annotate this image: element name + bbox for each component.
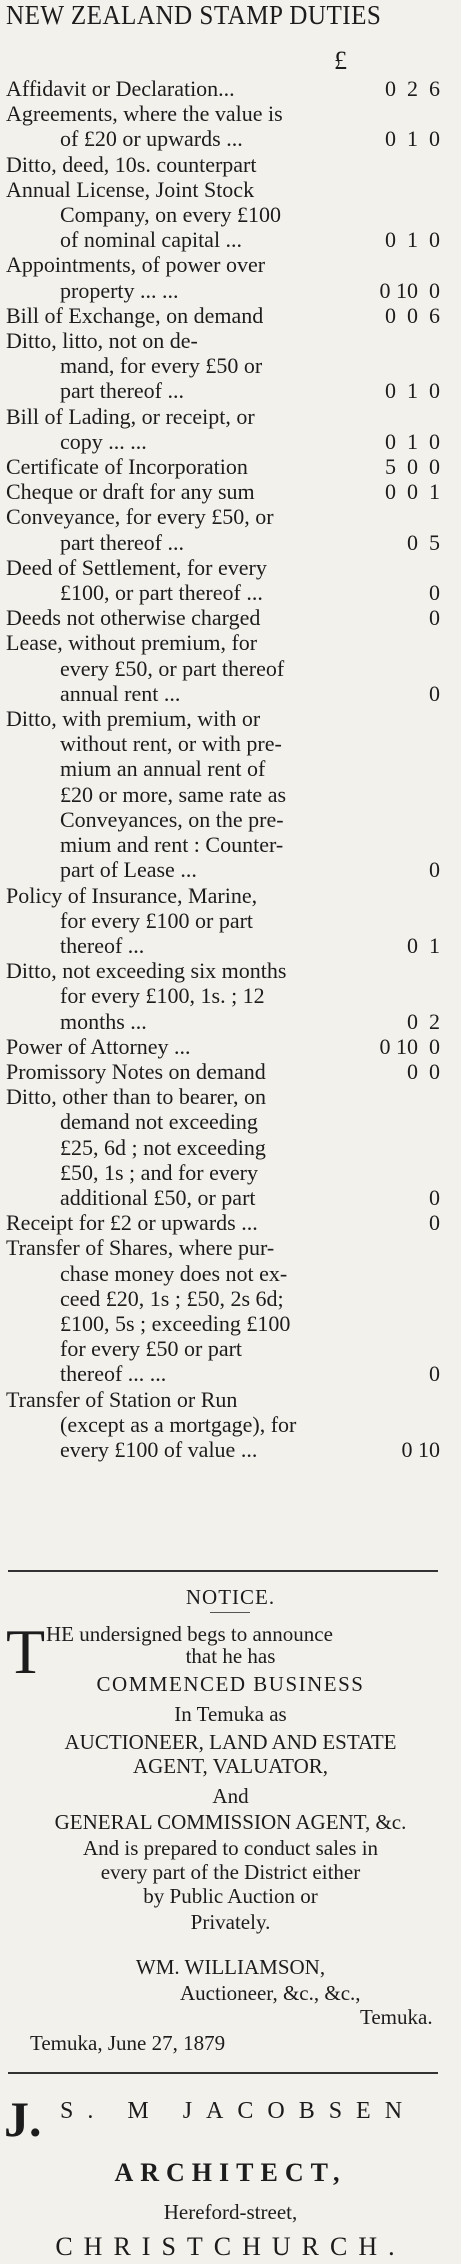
duty-entry-text: every £50, or part thereof (60, 655, 285, 681)
duty-amount: 0 0 1 (385, 479, 440, 505)
duty-entry (6, 328, 440, 404)
duty-amount: 0 (429, 680, 440, 706)
notice-line: every part of the District either (100, 1860, 361, 1884)
duty-amount: 0 0 (407, 1058, 440, 1084)
duty-entry-text: Policy of Insurance, Marine, (6, 882, 258, 908)
duty-entry-text: mand, for every £50 or (60, 353, 263, 379)
duty-entry-text: Ditto, other than to bearer, on (6, 1084, 266, 1110)
divider (8, 2072, 438, 2074)
duty-entry-text: for every £50 or part (60, 1336, 243, 1362)
duty-entry-text: Certificate of Incorporation (6, 454, 248, 480)
duty-entry-text: part thereof ... (60, 529, 184, 555)
architect-name: S. M JACOBSEN (60, 2098, 417, 2124)
duty-entry (6, 958, 440, 1034)
duty-entry-text: Appointments, of power over (6, 252, 266, 278)
duty-entry-text: Bill of Lading, or receipt, or (6, 403, 255, 429)
duty-amount: 5 0 0 (385, 454, 440, 480)
duty-entry (6, 152, 440, 177)
duty-amount: 0 5 (407, 529, 440, 555)
notice-line: by Public Auction or (143, 1884, 318, 1908)
duty-table (6, 76, 440, 1462)
duty-entry-text: Company, on every £100 (60, 202, 281, 228)
notice-line: Privately. (190, 1910, 271, 1934)
duty-entry-text: Ditto, not exceeding six months (6, 958, 287, 984)
duty-entry-text: without rent, or with pre- (60, 731, 282, 757)
duty-entry-text: Conveyance, for every £50, or (6, 504, 274, 530)
duty-entry-text: Power of Attorney ... (6, 1033, 191, 1059)
duty-entry-text: £100, or part thereof ... (60, 580, 263, 606)
duty-entry (6, 252, 440, 302)
duty-entry-text: £25, 6d ; not exceeding (60, 1134, 266, 1160)
duty-amount: 0 1 0 (385, 428, 440, 454)
notice-line: that he has (185, 1644, 276, 1668)
duty-entry-text: for every £100, 1s. ; 12 (60, 983, 265, 1009)
currency-header: £ (334, 46, 347, 75)
duty-amount: 0 0 6 (385, 302, 440, 328)
duty-entry-text: £50, 1s ; and for every (60, 1159, 258, 1185)
duty-entry-text: property ... ... (60, 277, 179, 303)
notice-signature: WM. WILLIAMSON, (135, 1955, 326, 1979)
stamp-duties-title: NEW ZEALAND STAMP DUTIES (6, 0, 382, 30)
duty-amount: 0 2 6 (385, 76, 440, 101)
notice-line: HE undersigned begs to announce (46, 1622, 333, 1646)
duty-entry-text: Affidavit or Declaration... (6, 76, 235, 101)
duty-entry-text: Deed of Settlement, for every (6, 554, 267, 580)
notice-role: Auctioneer, &c., &c., (180, 1981, 361, 2005)
duty-entry-text: Receipt for £2 or upwards ... (6, 1210, 258, 1236)
duty-amount: 0 1 0 (385, 126, 440, 152)
duty-entry (6, 479, 440, 504)
notice-line: In Temuka as (174, 1702, 287, 1726)
duty-entry-text: of £20 or upwards ... (60, 126, 243, 152)
notice-line: AGENT, VALUATOR, (132, 1754, 329, 1778)
duty-amount: 0 (429, 580, 440, 606)
duty-amount: 0 1 (407, 932, 440, 958)
duty-entry-text: Deeds not otherwise charged (6, 605, 261, 631)
duty-amount: 0 1 0 (385, 227, 440, 253)
duty-entry-text: chase money does not ex- (60, 1260, 288, 1286)
architect-title: ARCHITECT, (114, 2158, 347, 2187)
duty-entry-text: thereof ... (60, 932, 145, 958)
duty-entry (6, 1084, 440, 1210)
notice-dropcap: T (6, 1616, 46, 1687)
notice-place: Temuka. (360, 2005, 433, 2029)
notice-dateline: Temuka, June 27, 1879 (30, 2031, 226, 2055)
duty-entry (6, 303, 440, 328)
duty-entry (6, 101, 440, 151)
duty-entry (6, 504, 440, 554)
architect-street: Hereford-street, (163, 2200, 298, 2224)
duty-entry-text: Cheque or draft for any sum (6, 479, 255, 505)
duty-entry-text: ceed £20, 1s ; £50, 2s 6d; (60, 1285, 284, 1311)
duty-amount: 0 (429, 1210, 440, 1236)
duty-entry-text: part thereof ... (60, 378, 184, 404)
duty-entry-text: Promissory Notes on demand (6, 1058, 266, 1084)
duty-amount: 0 (429, 857, 440, 883)
duty-entry-text: mium an annual rent of (60, 756, 266, 782)
duty-entry (6, 1387, 440, 1463)
duty-entry-text: every £100 of value ... (60, 1436, 258, 1462)
duty-entry-text: Annual License, Joint Stock (6, 176, 255, 202)
notice-line: AUCTIONEER, LAND AND ESTATE (64, 1730, 397, 1754)
duty-entry-text: of nominal capital ... (60, 227, 243, 253)
duty-entry (6, 706, 440, 882)
duty-entry (6, 1059, 440, 1084)
duty-amount: 0 (429, 605, 440, 631)
duty-amount: 0 (429, 1361, 440, 1387)
duty-entry (6, 404, 440, 454)
duty-entry (6, 1235, 440, 1386)
notice-line: And (212, 1784, 249, 1808)
duty-entry-text: copy ... ... (60, 428, 147, 454)
duty-entry-text: Transfer of Shares, where pur- (6, 1235, 275, 1261)
duty-entry-text: Conveyances, on the pre- (60, 806, 284, 832)
duty-amount: 0 10 0 (379, 277, 440, 303)
duty-entry-text: Agreements, where the value is (6, 101, 283, 127)
duty-entry-text: (except as a mortgage), for (60, 1411, 297, 1437)
duty-amount: 0 (429, 1184, 440, 1210)
architect-city: CHRISTCHURCH. (55, 2232, 406, 2261)
duty-entry (6, 555, 440, 605)
duty-entry-text: Ditto, deed, 10s. counterpart (6, 151, 257, 177)
duty-entry-text: £100, 5s ; exceeding £100 (60, 1310, 291, 1336)
duty-entry-text: for every £100 or part (60, 907, 254, 933)
duty-entry-text: £20 or more, same rate as (60, 781, 287, 807)
duty-entry (6, 630, 440, 706)
duty-entry (6, 454, 440, 479)
duty-amount: 0 2 (407, 1008, 440, 1034)
duty-entry-text: thereof ... ... (60, 1361, 167, 1387)
duty-amount: 0 1 0 (385, 378, 440, 404)
duty-entry (6, 883, 440, 959)
notice-title: NOTICE. (185, 1585, 276, 1609)
duty-entry (6, 1034, 440, 1059)
duty-entry (6, 177, 440, 253)
notice-line: And is prepared to conduct sales in (82, 1836, 379, 1860)
notice-line: COMMENCED BUSINESS (96, 1672, 365, 1696)
duty-entry-text: mium and rent : Counter- (60, 832, 284, 858)
duty-entry-text: part of Lease ... (60, 857, 197, 883)
duty-entry-text: Bill of Exchange, on demand (6, 302, 264, 328)
duty-entry (6, 605, 440, 630)
duty-entry-text: Ditto, litto, not on de- (6, 328, 198, 354)
duty-entry (6, 1210, 440, 1235)
duty-entry-text: demand not exceeding (60, 1109, 258, 1135)
architect-initial: J. (4, 2091, 42, 2147)
duty-entry-text: additional £50, or part (60, 1184, 256, 1210)
duty-entry-text: annual rent ... (60, 680, 181, 706)
notice-dash (210, 1612, 250, 1613)
duty-amount: 0 10 (401, 1436, 440, 1462)
divider (8, 1570, 438, 1572)
notice-line: GENERAL COMMISSION AGENT, &c. (54, 1810, 407, 1834)
duty-entry-text: Ditto, with premium, with or (6, 706, 261, 732)
duty-amount: 0 10 0 (379, 1033, 440, 1059)
duty-entry (6, 76, 440, 101)
duty-entry-text: Transfer of Station or Run (6, 1386, 238, 1412)
duty-entry-text: Lease, without premium, for (6, 630, 258, 656)
duty-entry-text: months ... (60, 1008, 147, 1034)
